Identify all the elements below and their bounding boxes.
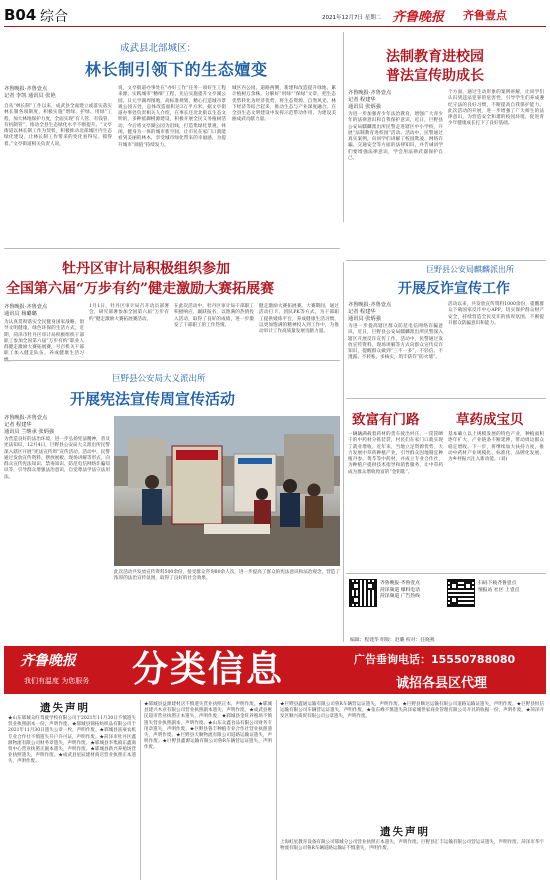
classified-title: 分类信息 [132,649,285,690]
article-byline: 齐鲁晚报·齐鲁壹点 记者 程建华 通讯员 张炳强 [348,90,392,110]
article-title-line1: 牡丹区审计局积极组织参加 [62,261,230,277]
classified-col4: 上海虹星教育设备有限公司郓城分公司营业执照正本遗失，声明作废。巨野县汇丰运输有限公司营运证遗失，声明作废。菏泽市华宇物流有限公司鲁R车辆道路运输证不慎遗失，声明作废。 [280,840,544,852]
article-title-line1: 法制教育进校园 [386,49,484,65]
classified-recruit: 诚招各县区代理 [396,676,488,691]
column-divider [276,700,277,880]
article-body-col2: 基本确立以上规模发展的特色产业，种植面积逐年扩大，产业链条不断延伸，带动周边群众稳定增收。下一步，将继续加大扶持力度，推动中药材产业规模化、标准化、品牌化发展，为乡村振兴注入新动能。（刘) [448,432,544,463]
section-name: 综合 [40,9,68,25]
section-divider [4,248,340,249]
article-body-col3: 在此次活动中，牡丹区审计局干部职工积极响应，踊跃报名，以饱满的热情投入活动，取得了良好的成绩，进一步激发了干部职工的工作热情。 [174,304,254,328]
article-title: 开展宪法宣传周宣传活动 [70,390,236,408]
qr-code-icon[interactable] [350,580,376,606]
article-title: 林长制引领下的生态嬗变 [85,60,268,79]
article-audit-walk [0,248,343,363]
article-body-col2: 说，文亭街道办事处在“办好工作”任务一项好生工程来源，实践城市“精细”工程，先后实施提升文亭湖公园、日元亨湖周围地，高标准规划，精心打造城市景观公园五处，总体改造面积达3万平方米。据文亭街道办事处负责相关人介绍，在事长还北北街以生态文明的，多种抵御桃源建设，积极开展全民义务植树活动，今后将文亭湖公园为沿线，打造集绿化景观、休闲、健身为一体的城市新空间，让市民在家门口就能看到美丽的林木，享受城市绿化带来的幸福感，为提升城市“颜值”持续发力。 [118,86,226,148]
article-body-col1: 为进一步加强青少年法治教育，增强广大青少年的法律意识和自我保护意识，近日，巨野县公安局麒麟派出所民警走进辖区中小学校，开展“法制教育进校园”活动。活动中，民警通过真实案例，向同学们讲解了校园欺凌、网络诈骗、交通安全等方面的法律知识，并告诫同学们要增强法律意识，学会用法律武器保护自己。 [348,112,443,162]
lost-notice-heading: 遗失声明 [40,702,90,714]
page-number: B04 [4,6,37,24]
classified-banner [4,646,546,694]
article-body-col4: 健走激励大赛拓展赛。大赛期间，通过活动打卡、团队PK等方式，为干部职工提供锻炼平台，养成健康生活习惯，以更加饱满的精神投入到工作中，为推动审计工作高质量发展贡献力量。 [259,304,339,335]
column-divider [140,700,141,880]
article-body-col2: 1月1日，牡丹区审计局召开动员部署会，研究部署参加全国第六届“万步有约”健走激励大赛拓展赛活动。 [89,304,169,322]
article-byline: 齐鲁晚报·齐鲁壹点 通讯员 杨璐璐 [4,304,48,317]
article-title-left: 致富有门路 [352,412,420,428]
article-body-col3: 城区内公园、道路两侧，新建和改造提升绿地，累计植树万余株。分解好“用绿”“保绿”文章，把生态优势转化为经济优势，将生态资源、自然风光、林下经济等结合起来，推动生态与产业深度融合，在全县生态文明建设中发挥示范带动作用，为建设美丽成武贡献力量。 [232,86,336,123]
article-body-col1: 为营造良好的法治环境，进一步弘扬宪法精神，普及宪法知识，12月4日，巨野县公安局大义派出所民警深入辖区开展“宪法宣传周”宣传活动。活动中，民警通过发放宣传资料、摆放展板、现场讲解等形式，向群众宣传宪法知识、禁毒知识、防范电信网络诈骗知识等，引导群众增强法治意识，自觉尊法学法守法用法。 [4,437,110,480]
column-divider [343,262,344,642]
event-photo [114,416,340,566]
classified-phone-number[interactable]: 15550788080 [431,653,516,666]
qr-caption-1: 齐鲁晚报·齐鲁壹点 菏泽频道 爆料电话 菏泽频道 广告热线 [380,581,420,599]
article-byline: 齐鲁晚报·齐鲁壹点 记者 李凯 通讯员 张艳 [4,86,56,99]
article-body-col2: 活动以来，共发放宣传资料1000余份，提醒群众下载国家反诈中心APP，切实保护群众财产安全，持续营造全民反诈的浓厚氛围，不断提升群众防骗意识和能力。 [448,302,544,326]
article-body-col1: 为认真贯彻落实全民健身国家战略，倡导文明健康、绿色环保的生活方式，近期，菏泽市牡丹区审计局积极组织干部职工参加全国第六届“万步有约”职业人群健走激励大赛拓展赛，号召机关干部职工加入健走队伍，养成健康生活习惯。 [4,320,84,363]
section-divider [4,360,340,361]
section-divider [346,398,546,399]
article-title-line2: 普法宣传助成长 [386,68,484,84]
article-title-line2: 全国第六届“万步有约”健走激励大赛拓展赛 [6,281,275,297]
article-herb [346,400,546,570]
article-kicker: 巨野县公安局大义派出所 [112,374,206,384]
article-anti-fraud [346,262,546,397]
article-constitution [0,360,343,642]
article-body-col2: 个方面，通过生动形象的案例讲解，让同学们认识到违法犯罪的危害性，引导学生们养成遵纪守法的良好习惯，不断提高自我保护能力。此次活动的开展，进一步增强了广大师生的法律意识，为营造安全和谐的校园环境，促进青少年健康成长打下了良好基础。 [448,90,544,127]
article-title-right: 草药成宝贝 [456,412,524,428]
editor-credits: 编辑：程建华 组版：赵璐 校对：任晓燕 [350,638,435,643]
brand-sub-logo: 齐鲁壹点 [463,9,507,22]
article-law-school [346,30,546,260]
classified-col1: ★山东郓城众旺驾驶学校有限公司于2021年11月30日不慎遗失营业执照副本一份，声明作废。★郓城县锦拓纺织品有限公司于2021年11月30日遗失公章一枚，声明作废。★郓城县富豪农机专业合作社不慎遗失开户许可证，声明作废。★菏泽市牡丹区鑫源物流有限公司财务章遗失，声明作废。★郓城县李集镇东鑫商贸中心营业执照正副本遗失，声明作废。★郓城县新兴养殖场营业执照遗失，声明作废。★成武县星辰建材商店营业执照正本遗失，声明作废。 [8,716,136,765]
article-kicker: 巨野县公安局麒麟派出所 [426,265,514,274]
article-body-col1: 为进一步提高辖区群众防范电信网络诈骗意识，近日，巨野县公安局麒麟派出所民警深入辖区开展反诈宣传工作。活动中，民警通过发放宣传资料、现场讲解等方式向群众宣传反诈知识，提醒群众做到“三不一多”，不轻信、不透露、不转账、多核实，筑牢防诈“防火墙”。 [348,324,443,361]
qr-block [346,576,546,630]
date-line: 2021年12月7日 星期二 [322,15,382,21]
article-byline: 齐鲁晚报·齐鲁壹点 记者 程建华 通讯员 张炳强 [348,302,392,322]
article-kicker: 成武县北部城区： [120,43,197,54]
classified-slogan: 我们有温度 为您服务 [24,677,90,685]
column-divider [343,32,344,222]
classified-brand: 齐鲁晚报 [20,653,76,669]
classified-hotline: 广告垂询电话：15550788080 [354,653,516,666]
classified-col3: ★巨野县鑫通运输有限公司鲁R车辆营运证遗失，声明作废。★巨野县顺达运输有限公司道路运输证遗失，声明作废。★巨野县恒信运输有限公司车辆营运证遗失，声明作废。★张东峰不慎遗失菏泽家城世家商业管理有限公司开具的收据一份，声明作废。★菏泽开发区顺兴商贸有限公司公章遗失，声明作废。 [280,702,544,720]
brand-logo: 齐鲁晚报 [392,10,445,25]
section-divider [346,573,546,574]
article-title: 开展反诈宣传工作 [398,281,510,297]
qr-code-icon[interactable] [448,580,474,606]
article-body-col1: 自从“林长制”工作以来，成武县全面建立或落实落实林长制各项制度，积极实施“增绿、护绿、用绿”工程，加大林地保护力度，全面实现“有人管、有钱管、有机制管”，推动全县生态绿化水平不断提升。“文亭街道以林长制工作为契机，积极推动北部城区内生态绿化建设，让林长制工作带来的变化看得见、摸得着。”文亭街道相关负责人说。 [4,104,113,147]
qr-caption-2: 扫码下载齐鲁壹点 情报站 社区 上壹点 [478,581,520,593]
lost-notice-heading: 遗失声明 [380,826,430,838]
classified-body [4,698,546,883]
page-header [0,0,550,28]
article-chengwu [0,30,340,245]
article-body-col1: 一辆辆满载着药材的货车驶出村庄，一筐筐晒干的中药材分拣装袋，村民们在家门口就实现了就业增收。近年来，当地立足资源优势，大力发展中草药种植产业，引导群众因地制宜种植丹参、黄芩等中药材，并成立专业合作社，为种植户提供技术指导和销售服务，让中草药成为群众增收致富的“金钥匙”。 [348,432,443,475]
article-body-col2: 此次活动共发放宣传资料500余份，接受群众咨询80余人次，进一步提高了群众的宪法意识和法治观念，营造了浓厚的法治宣传氛围，取得了良好的社会效果。 [114,570,340,582]
header-rule [4,26,546,27]
section-divider [346,260,546,261]
classified-col2: ★郓城县益源建材店不慎遗失营业执照正本，声明作废。★郓城县建兴木业有限公司营业执照副本遗失，声明作废。★成武县惠民超市营业执照正本遗失，声明作废。★郓城县金旺养殖场不慎遗失营业执照副本，声明作废。★山东众鑫食品有限公司财务专用章遗失，声明作废。★巨野县鲁丰种植专业合作社营业执照遗失，声明作废。★巨野县天顺物流有限公司道路运输证遗失，声明作废。★巨野县鑫源运输有限公司鲁R车辆营运证遗失，声明作废。 [144,702,272,751]
article-byline: 齐鲁晚报·齐鲁壹点 记者 程建华 通讯员 兰继承 张炳强 [4,415,54,435]
